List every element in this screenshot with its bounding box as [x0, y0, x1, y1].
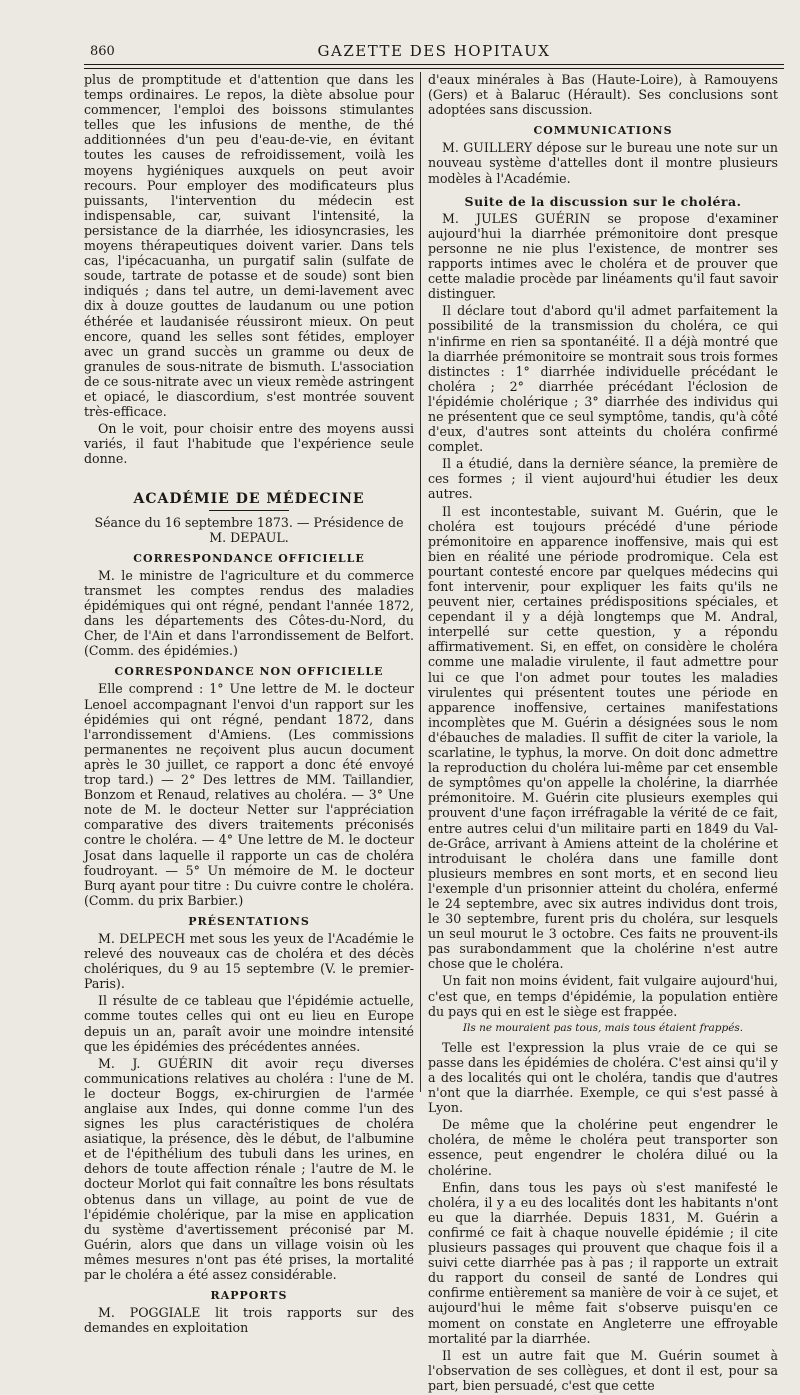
paragraph: M. le ministre de l'agriculture et du commerce transmet les comptes rendus des maladies épidémiques qui ont régné, pendant l'année 1872, dans les départements des Côtes-du-Nord, du Cher, de l'Ain et dans l'arrondissement de Belfort. (Comm. des épidémies.)	[84, 567, 414, 659]
paragraph: De même que la cholérine peut engendrer le choléra, de même le choléra peut transporter son essence, peut engendrer le choléra dilué ou la cholérine.	[428, 1117, 778, 1178]
paragraph: Elle comprend : 1° Une lettre de M. le docteur Lenoel accompagnant l'envoi d'un rapport sur les épidémies qui ont régné, pendant 1872, dans l'arrondissement d'Amiens. (Les commissions permanentes ne reçoivent plus aucun document après le 30 juillet, ce rapport a donc été envoyé trop tard.) — 2° Des lettres de MM. Taillandier, Bonzom et Renaud, relatives au choléra. — 3° Une note de M. le docteur Netter sur l'appréciation comparative des divers traitements préconisés contre le choléra. — 4° Une lettre de M. le docteur Josat dans laquelle il rapporte un cas de choléra foudroyant. — 5° Un mémoire de M. le docteur Burq ayant pour titre : Du cuivre contre le choléra. (Comm. du prix Barbier.)	[84, 681, 414, 908]
paragraph: M. DELPECH met sous les yeux de l'Académie le relevé des nouveaux cas de choléra et des décès cholériques, du 9 au 15 septembre (V. le premier-Paris).	[84, 930, 414, 992]
section-heading: CORRESPONDANCE OFFICIELLE	[133, 551, 365, 565]
section-heading: COMMUNICATIONS	[533, 124, 673, 138]
paragraph: plus de promptitude et d'attention que dans les temps ordinaires. Le repos, la diète absolue pour commencer, l'emploi des boissons stimulantes telles que les infusions de menthe, de thé additionnées d'un peu d'eau-de-vie, en évitant toutes les causes de refroidissement, voilà les moyens hygiéniques auxquels on peut avoir recours. Pour employer des modificateurs plus puissants, l'intervention du médecin est indispensable, car, suivant l'intensité, la persistance de la diarrhée, les idiosyncrasies, les moyens thérapeutiques doivent varier. Dans tels cas, l'ipécacuanha, un purgatif salin (sulfate de soude, tartrate de potasse et de soude) sont bien indiqués ; dans tel autre, un demi-lavement avec dix à douze gouttes de laudanum ou une potion éthérée et laudanisée réussiront mieux. On peut encore, quand les selles sont fétides, employer avec un grand succès un gramme ou deux de granules de sous-nitrate de bismuth. L'association de ce sous-nitrate avec un vieux remède astringent et opiacé, le diascordium, s'est montrée souvent très-efficace.	[84, 72, 414, 420]
paragraph: d'eaux minérales à Bas (Haute-Loire), à Ramouyens (Gers) et à Balaruc (Hérault). Ses conclusions sont adoptées sans discussion.	[428, 72, 778, 118]
paragraph: M. GUILLERY dépose sur le bureau une note sur un nouveau système d'attelles dont il montre plusieurs modèles à l'Académie.	[428, 140, 778, 186]
paragraph: Telle est l'expression la plus vraie de ce qui se passe dans les épidémies de choléra. C'est ainsi qu'il y a des localités qui ont le choléra, tandis que d'autres n'ont que la diarrhée. Exemple, ce qui s'est passé à Lyon.	[428, 1039, 778, 1116]
paragraph: Il est incontestable, suivant M. Guérin, que le choléra est toujours précédé d'une période prémonitoire en apparence inoffensive, mais qui est bien en réalité une période prodromique. Cela est pourtant contesté encore par quelques médecins qui font intervenir, pour expliquer les faits qu'ils ne peuvent nier, certaines prédispositions spéciales, et cependant il y a déjà longtemps que M. Andral, interpellé sur cette question, y a répondu affirmativement. Si, en effet, on considère le choléra comme une maladie virulente, il faut admettre pour lui ce que l'on admet pour toutes les maladies virulentes qui présentent toutes une période en apparence inoffensive, certaines manifestations incomplètes que M. Guérin a désignées sous le nom d'ébauches de maladies. Il suffit de citer la variole, la scarlatine, le typhus, la morve. On doit donc admettre la reproduction du choléra lui-même par cet ensemble de symptômes qu'on appelle la cholérine, la diarrhée prémonitoire. M. Guérin cite plusieurs exemples qui prouvent d'une façon irréfragable la vérité de ce fait, entre autres celui d'un militaire parti en 1849 du Val-de-Grâce, arrivant à Amiens atteint de la cholérine et introduisant le choléra dans une famille dont plusieurs membres en sont morts, et en second lieu l'exemple d'un prisonnier atteint du choléra, enfermé le 24 septembre, avec six autres individus dont trois, le 30 septembre, furent pris du choléra, sur lesquels un seul mourut le 3 octobre. Ces faits ne prouvent-ils pas surabondamment que la cholérine n'est autre chose que le choléra.	[428, 503, 778, 972]
header-rule	[84, 64, 784, 65]
quotation: Ils ne mouraient pas tous, mais tous étaient frappés.	[462, 1021, 744, 1034]
paragraph: Enfin, dans tous les pays où s'est manifesté le choléra, il y a eu des localités dont les habitants n'ont eu que la diarrhée. Depuis 1831, M. Guérin a confirmé ce fait à chaque nouvelle épidémie ; il cite plusieurs passages qui prouvent que chaque fois il a suivi cette diarrhée pas à pas ; il rapporte un extrait du rapport du conseil de santé de Londres qui confirme entièrement sa manière de voir à ce sujet, et aujourd'hui le même fait s'observe puisqu'en ce moment on constate en Angleterre une effroyable mortalité par la diarrhée.	[428, 1179, 778, 1346]
page-number: 860	[90, 44, 115, 59]
paragraph: Un fait non moins évident, fait vulgaire aujourd'hui, c'est que, en temps d'épidémie, la population entière du pays qui en est le siège est frappée.	[428, 973, 778, 1019]
paragraph: M. J. GUÉRIN dit avoir reçu diverses communications relatives au choléra : l'une de M. le docteur Boggs, ex-chirurgien de l'armée anglaise aux Indes, qui donne comme l'un des signes les plus caractéristiques de choléra asiatique, la présence, dès le début, de l'albumine et de l'épithélium des tubuli dans les urines, en dehors de toute affection rénale ; l'autre de M. le docteur Morlot qui fait connaître les bons résultats obtenus dans un village, au point de vue de l'épidémie cholérique, par la mise en application du système d'avertissement préconisé par M. Guérin, alors que dans un village voisin où les mêmes mesures n'ont pas été prises, la mortalité par le choléra a été assez considérable.	[84, 1055, 414, 1283]
section-heading: PRÉSENTATIONS	[188, 914, 310, 928]
header-rule-thin	[84, 68, 784, 69]
title-rule	[209, 510, 289, 511]
paragraph: Il déclare tout d'abord qu'il admet parfaitement la possibilité de la transmission du choléra, ce qui n'infirme en rien sa spontanéité. Il a déjà montré que la diarrhée prémonitoire se montrait sous trois formes distinctes : 1° diarrhée individuelle précédant le choléra ; 2° diarrhée précédant l'éclosion de l'épidémie cholérique ; 3° diarrhée des individus qui ne présentent que ce seul symptôme, tandis, qu'à côté d'eux, d'autres sont atteints du choléra confirmé complet.	[428, 303, 778, 455]
session-line: Séance du 16 septembre 1873. — Présidence de M. DEPAUL.	[94, 514, 404, 545]
discussion-heading: Suite de la discussion sur le choléra.	[464, 193, 742, 209]
section-heading: CORRESPONDANCE NON OFFICIELLE	[114, 665, 384, 679]
academy-title: ACADÉMIE DE MÉDECINE	[133, 491, 365, 508]
right-column	[428, 72, 778, 1395]
column-divider	[420, 72, 421, 1092]
page-header	[84, 42, 784, 64]
paragraph: Il a étudié, dans la dernière séance, la première de ces formes ; il vient aujourd'hui étudier les deux autres.	[428, 456, 778, 502]
paragraph: M. POGGIALE lit trois rapports sur des demandes en exploitation	[84, 1305, 414, 1336]
running-title: GAZETTE DES HOPITAUX	[317, 42, 551, 60]
paragraph: On le voit, pour choisir entre des moyens aussi variés, il faut l'habitude que l'expérience seule donne.	[84, 421, 414, 467]
section-heading: RAPPORTS	[210, 1289, 288, 1303]
paragraph: Il est un autre fait que M. Guérin soumet à l'observation de ses collègues, et dont il est, pour sa part, bien persuadé, c'est que cette	[428, 1347, 778, 1393]
paragraph: M. JULES GUÉRIN se propose d'examiner aujourd'hui la diarrhée prémonitoire dont presque personne ne nie plus l'existence, de montrer ses rapports intimes avec le choléra et de prouver que cette maladie procède par linéaments qu'il faut savoir distinguer.	[428, 210, 778, 302]
paragraph: Il résulte de ce tableau que l'épidémie actuelle, comme toutes celles qui ont eu lieu en Europe depuis un an, paraît avoir une moindre intensité que les épidémies des précédentes années.	[84, 993, 414, 1054]
left-column	[84, 72, 414, 1337]
